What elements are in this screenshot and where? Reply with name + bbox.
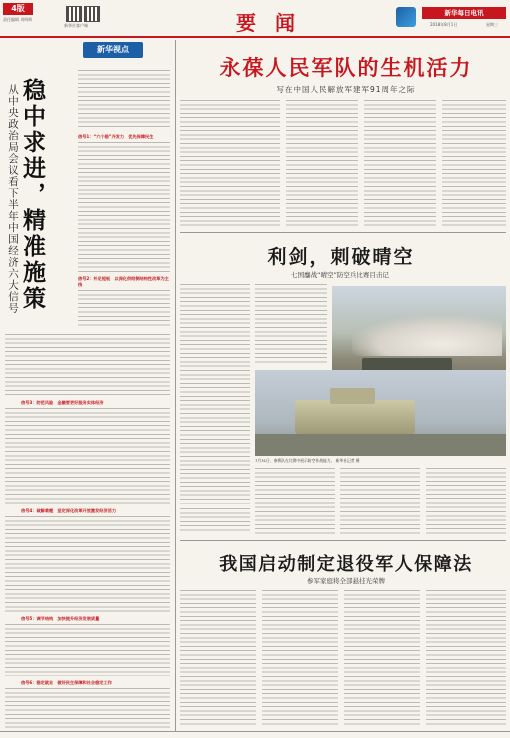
body-text (344, 590, 420, 726)
mid-subheadline: 七国鏖战“晴空”防空兵比赛目击记 (291, 271, 389, 279)
body-text (442, 100, 506, 226)
body-text (180, 590, 256, 726)
mid-headline: 利剑，刺破晴空 (267, 246, 415, 268)
vehicle-turret (330, 388, 375, 404)
body-text (180, 284, 250, 504)
smoke-plume (352, 316, 502, 356)
story-divider (180, 232, 506, 233)
section-head: 信号2：补足短板 以深化供给侧结构性改革为主线 (78, 276, 169, 287)
body-text (426, 590, 506, 726)
photo-caption (255, 458, 506, 464)
ground (255, 434, 506, 456)
left-story (3, 40, 173, 730)
column-divider (175, 40, 176, 732)
top-headline: 永葆人民军队的生机活力 (219, 55, 473, 80)
section-head: 信号6：稳定就业 做好民生保障和社会稳定工作 (21, 680, 112, 685)
section-head: 信号4：破解难题 坚定深化改革开放激发经济活力 (21, 508, 117, 513)
top-subheadline: 写在中国人民解放军建军91周年之际 (276, 85, 416, 94)
section-head: 信号5：调节结构 加快提升经济发展质量 (21, 616, 100, 621)
qr-code-icon (84, 6, 100, 22)
body-text (78, 142, 170, 272)
app-label: 新华社客户端 (64, 23, 88, 28)
vertical-headline: 稳中求进，精准施策 (19, 78, 46, 312)
body-text (78, 70, 170, 130)
body-text (286, 100, 358, 226)
body-text (180, 100, 280, 226)
body-text (340, 468, 420, 534)
section-head: 信号3：防范风险 金融要更好服务实体经济 (21, 400, 104, 405)
caption-text: 7月31日，参赛队在比赛中展示防空作战能力。 (255, 458, 335, 463)
body-text (5, 624, 170, 676)
bottom-headline: 我国启动制定退役军人保障法 (219, 554, 473, 575)
body-text (5, 688, 170, 728)
issue-weekday: 星期三 (486, 22, 498, 27)
body-text (262, 590, 338, 726)
bottom-subheadline: 参军家庭将全部悬挂光荣牌 (307, 577, 385, 585)
qr-code-icon (66, 6, 82, 22)
body-text (180, 508, 250, 534)
story-divider (180, 540, 506, 541)
body-text (5, 516, 170, 612)
armored-vehicle-photo (255, 370, 506, 456)
body-text (78, 290, 170, 328)
body-text (364, 100, 436, 226)
section-logo-icon (396, 7, 416, 27)
body-text (426, 468, 506, 534)
column-tag: 新华视点 (83, 42, 143, 58)
vertical-subheadline: 从中央政治局会议看下半年中国经济六大信号 (7, 84, 19, 314)
body-text (255, 284, 327, 364)
body-text (255, 468, 335, 534)
masthead (0, 0, 510, 36)
header-rule (0, 36, 510, 38)
section-head: 信号1：“六个稳”齐发力 优先保障民生 (78, 134, 154, 139)
caption-credit: 新华社记者 摄 (335, 458, 360, 463)
footer-rule (0, 731, 510, 732)
section-title: 要 闻 (236, 11, 301, 35)
editor-credit: 责任编辑 刘明辉 (3, 17, 33, 22)
body-text (5, 408, 170, 504)
page-number-badge: 4版 (3, 3, 33, 15)
vehicle-body (295, 400, 415, 434)
section-tag: 新华每日电讯 (422, 7, 506, 19)
body-text (5, 334, 170, 396)
issue-date: 2018年8月1日 (430, 22, 458, 27)
